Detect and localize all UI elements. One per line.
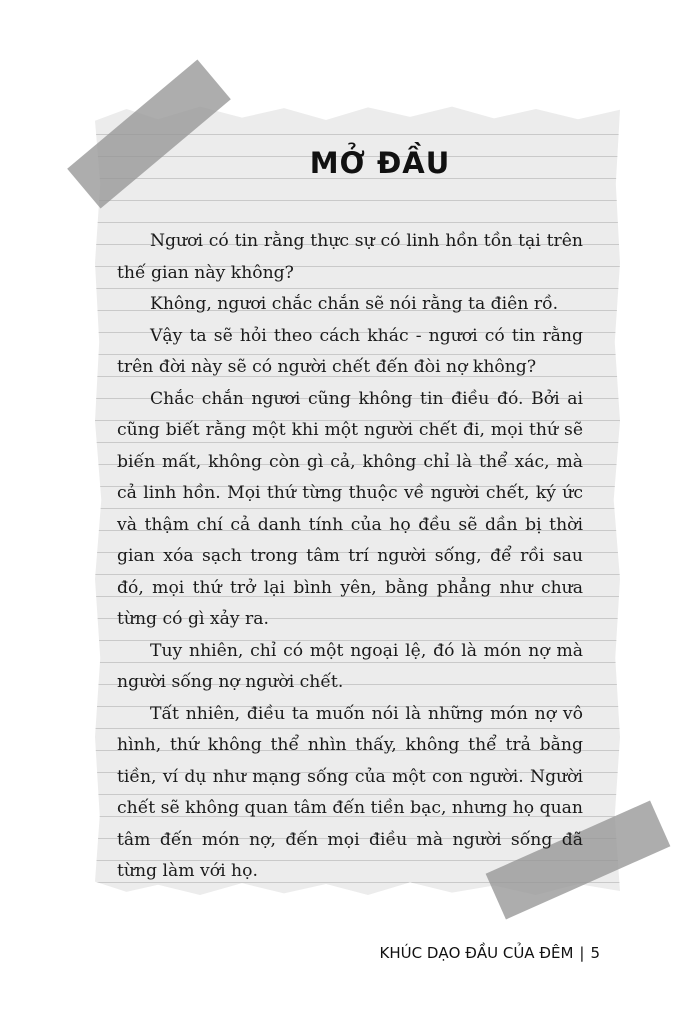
page-number: 5 <box>590 944 600 962</box>
paragraph-3: Vậy ta sẽ hỏi theo cách khác - ngươi có tin rằng trên đời này sẽ có người chết đến đòi nợ không? <box>117 325 583 377</box>
page-title: MỞ ĐẦU <box>309 146 451 180</box>
paragraph-2: Không, ngươi chắc chắn sẽ nói rằng ta điên rồ. <box>150 294 559 314</box>
paragraph-5: Tuy nhiên, chỉ có một ngoại lệ, đó là món nợ mà người sống nợ người chết. <box>117 640 583 692</box>
paragraph-4: Chắc chắn ngươi cũng không tin điều đó. Bởi ai cũng biết rằng một khi một người chết đi, mọi thứ sẽ biến mất, không còn gì cả, không chỉ là thể xác, mà cả linh hồn. Mọi thứ từng thuộc về người chết, ký ức và thậm chí cả danh tính của họ đều sẽ dần bị thời gian xóa sạch trong tâm trí người sống, để rồi sau đó, mọi thứ trở lại bình yên, bằng phẳng như chưa từng có gì xảy ra. <box>117 388 583 629</box>
body-text <box>117 226 583 888</box>
footer-separator: | <box>579 944 585 962</box>
page-footer <box>380 944 601 962</box>
footer-chapter-title: KHÚC DẠO ĐẦU CỦA ĐÊM <box>379 944 574 962</box>
paragraph-1: Ngươi có tin rằng thực sự có linh hồn tồn tại trên thế gian này không? <box>117 231 583 283</box>
paragraph-6: Tất nhiên, điều ta muốn nói là những món nợ vô hình, thứ không thể nhìn thấy, không thể trả bằng tiền, ví dụ như mạng sống của một con người. Người chết sẽ không quan tâm đến tiền bạc, nhưng họ quan tâm đến món nợ, đến mọi điều mà người sống đã từng làm với họ. <box>117 703 583 881</box>
